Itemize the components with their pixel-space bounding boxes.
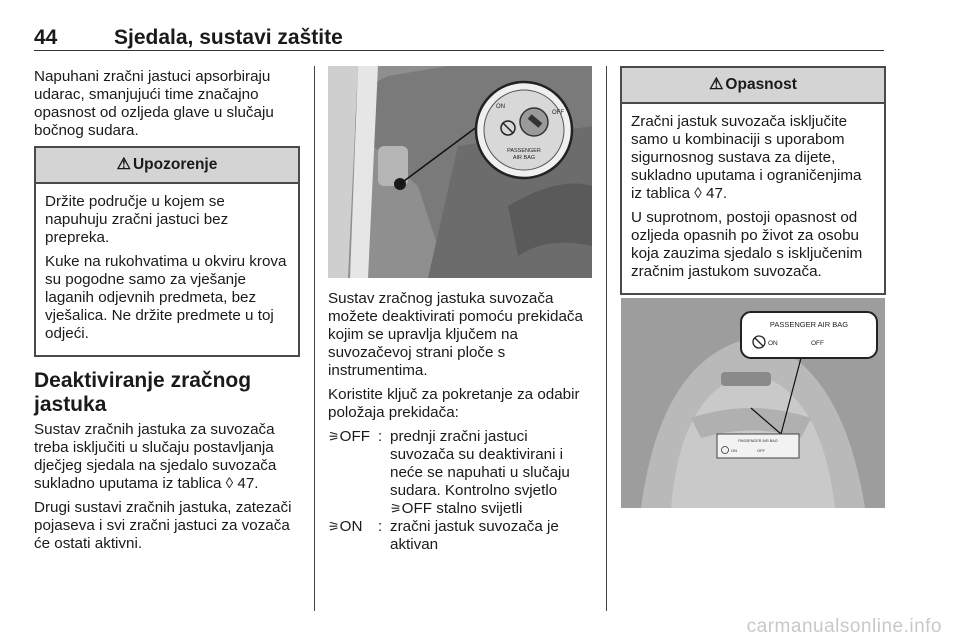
def-sep-off: : <box>378 428 383 445</box>
indicator-label-on: ON <box>768 340 778 347</box>
warning-triangle-icon: ⚠ <box>709 76 724 93</box>
airbag-off-icon: ⚞ <box>328 429 340 444</box>
column-divider-2 <box>606 66 607 611</box>
indicator-small-off: OFF <box>757 448 765 453</box>
figure-label-off: OFF <box>552 110 564 116</box>
page-header <box>34 22 884 52</box>
def-desc-off: prednji zračni jastuci suvozača su deaktivirani i neće se napuhati u slučaju sudara. Kontrolno svjetlo ⚞OFF stalno svijetli <box>390 428 570 517</box>
indicator-small-title: PASSENGER AIR BAG <box>738 439 778 443</box>
warning-paragraph-2: Kuke na rukohvatima u okviru krova su pogodne samo za vješanje laganih odjevnih predmeta, bez vješalica. Ne držite predmete u toj odjeći. <box>45 253 287 342</box>
figure-label-on: ON <box>496 104 505 110</box>
danger-title: Opasnost <box>725 76 797 93</box>
danger-box-body <box>622 104 884 293</box>
switch-location-figure <box>328 66 592 278</box>
def-term-off: ⚞OFF <box>328 428 371 445</box>
airbag-off-lamp-icon: ⚞ <box>390 501 402 516</box>
warning-box-header <box>36 148 298 184</box>
roof-console-illustration <box>621 298 885 508</box>
page-number: 44 <box>34 26 58 49</box>
indicator-small-on: ON <box>731 448 737 453</box>
warning-box <box>34 146 300 357</box>
column-3 <box>620 66 886 295</box>
column-2 <box>328 290 594 554</box>
col2-paragraph-2: Koristite ključ za pokretanje za odabir položaja prekidača: <box>328 386 580 421</box>
door-dashboard-illustration <box>328 66 592 278</box>
def-desc-on: zračni jastuk suvozača je aktivan <box>390 518 559 553</box>
column-1 <box>34 68 300 559</box>
danger-paragraph-2: U suprotnom, postoji opasnost od ozljeda opasnih po život za osobu koja zauzima sjedalo s isključenim zračnim jastukom suvozača. <box>631 209 863 280</box>
section-paragraph-1: Sustav zračnih jastuka za suvozača treba isključiti u slučaju postavljanja dječjeg sjedala na sjedalo suvozača sukladno uputama iz tablica ◊ 47. <box>34 421 277 492</box>
def-sep-on: : <box>378 518 383 535</box>
page-title: Sjedala, sustavi zaštite <box>114 26 343 49</box>
figure-label-passenger: PASSENGER <box>507 148 541 154</box>
danger-box-header <box>622 68 884 104</box>
indicator-label-off: OFF <box>811 340 824 347</box>
switch-positions-list <box>328 428 594 554</box>
header-rule <box>34 50 884 51</box>
warning-triangle-icon: ⚠ <box>116 156 131 173</box>
airbag-indicator-figure <box>621 298 885 508</box>
indicator-title: PASSENGER AIR BAG <box>769 320 849 329</box>
watermark: carmanualsonline.info <box>746 616 942 637</box>
warning-box-body <box>36 184 298 355</box>
section-paragraph-2: Drugi sustavi zračnih jastuka, zatezači pojaseva i svi zračni jastuci za vozača će ostati aktivni. <box>34 499 292 552</box>
col2-paragraph-1: Sustav zračnog jastuka suvozača možete deaktivirati pomoću prekidača kojim se upravlja ključem na suvozačevoj strani ploče s instrumentima. <box>328 290 583 379</box>
warning-title: Upozorenje <box>132 156 218 173</box>
danger-paragraph-1: Zračni jastuk suvozača isključite samo u kombinaciji s uporabom sigurnosnog sustava za dijete, sukladno uputama i ograničenjima iz tablica ◊ 47. <box>631 113 862 202</box>
figure-label-airbag: AIR BAG <box>512 155 536 161</box>
def-term-on: ⚞ON <box>328 518 363 535</box>
airbag-on-icon: ⚞ <box>328 519 340 534</box>
intro-paragraph: Napuhani zračni jastuci apsorbiraju udarac, smanjujući time značajno opasnost od ozljeda glave u slučaju bočnog sudara. <box>34 68 274 139</box>
danger-box <box>620 66 886 295</box>
column-divider-1 <box>314 66 315 611</box>
section-heading: Deaktiviranje zračnog jastuka <box>34 369 252 416</box>
warning-paragraph-1: Držite područje u kojem se napuhuju zračni jastuci bez prepreka. <box>45 193 229 246</box>
